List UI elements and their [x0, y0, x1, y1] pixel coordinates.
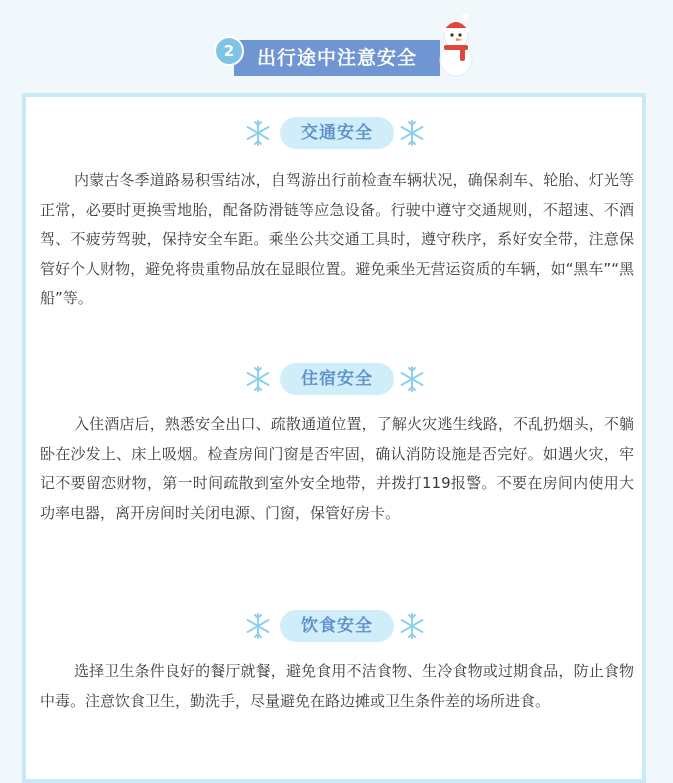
- section-paragraph-traffic: 内蒙古冬季道路易积雪结冰，自驾游出行前检查车辆状况，确保刹车、轮胎、灯光等正常，必要时更换雪地胎，配备防滑链等应急设备。行驶中遵守交通规则，不超速、不酒驾、不疲劳驾驶，保持安全车距。乘坐公共交通工具时，遵守秩序，系好安全带，注意保管好个人财物，避免将贵重物品放在显眼位置。避免乘坐无营运资质的车辆，如“黑车”“黑船”等。: [40, 171, 634, 307]
- section-paragraph-lodging: 入住酒店后，熟悉安全出口、疏散通道位置，了解火灾逃生线路，不乱扔烟头，不躺卧在沙发上、床上吸烟。检查房间门窗是否牢固，确认消防设施是否完好。如遇火灾，牢记不要留恋财物，第一时间疏散到室外安全地带，并拨打119报警。不要在房间内使用大功率电器，离开房间时关闭电源、门窗，保管好房卡。: [40, 415, 634, 522]
- snowflake-icon: [398, 365, 426, 393]
- snowflake-icon: [398, 612, 426, 640]
- section-paragraph-food: 选择卫生条件良好的餐厅就餐，避免食用不洁食物、生冷食物或过期食品，防止食物中毒。注意饮食卫生，勤洗手，尽量避免在路边摊或卫生条件差的场所进食。: [40, 662, 634, 710]
- header-title: 出行途中注意安全: [234, 40, 440, 76]
- snowflake-icon: [244, 119, 272, 147]
- section-pill: 住宿安全: [280, 363, 394, 395]
- section-title-lodging: [0, 363, 665, 395]
- snowflake-icon: [244, 365, 272, 393]
- snowflake-icon: [244, 612, 272, 640]
- section-title-traffic: [0, 117, 665, 149]
- section-pill: 交通安全: [280, 117, 394, 149]
- snowman-icon: [432, 14, 480, 78]
- section-title-food: [0, 610, 665, 642]
- section-header: [0, 0, 673, 88]
- section-number-badge: 2: [214, 36, 244, 66]
- section-pill: 饮食安全: [280, 610, 394, 642]
- snowflake-icon: [398, 119, 426, 147]
